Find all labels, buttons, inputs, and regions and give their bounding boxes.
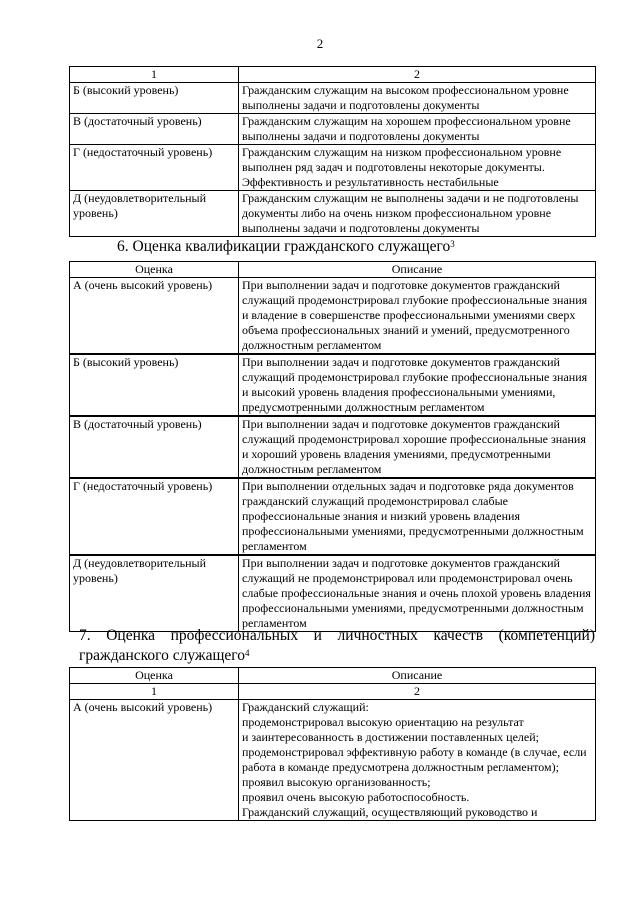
rating-description: При выполнении отдельных задач и подготовке ряда документов гражданский служащий продемонстрировал слабые профессиональные знания и низкий уровень владения профессиональными умениями, предусмотренными должностным регламентом: [239, 478, 596, 555]
table-row: [70, 83, 596, 114]
table-row: [70, 700, 596, 821]
footnote-marker: 4: [245, 648, 250, 658]
rating-level: В (достаточный уровень): [70, 416, 239, 478]
footnote-marker: 3: [450, 239, 455, 249]
column-header-description: Описание: [239, 668, 596, 684]
rating-description: При выполнении задач и подготовке документов гражданский служащий продемонстрировал хорошие профессиональные знания и хороший уровень владения умениями, предусмотренными должностным регламентом: [239, 416, 596, 478]
table-row: [70, 416, 596, 478]
table-header-row: [70, 668, 596, 684]
rating-level: Г (недостаточный уровень): [70, 145, 239, 191]
section-6-title: 6. Оценка квалификации гражданского служащего$^3$: [117, 238, 455, 255]
rating-level: Б (высокий уровень): [70, 83, 239, 114]
table-row: [70, 278, 596, 355]
description-line: проявил высокую организованность;: [242, 775, 431, 789]
page-number: 2: [316, 36, 324, 51]
section-7-title: 7. Оценка профессиональных и личностных качеств (компетенций): [79, 627, 595, 644]
table-row: [70, 555, 596, 632]
rating-description: Гражданским служащим не выполнены задачи и не подготовлены документы либо на очень низком профессиональном уровне выполнены задачи и подготовлены документы: [239, 191, 596, 237]
column-header-rating: Оценка: [70, 668, 239, 684]
rating-level: А (очень высокий уровень): [70, 278, 239, 355]
section-7-title-continued: гражданского служащего$^4$: [79, 647, 250, 664]
rating-description: Гражданским служащим на высоком профессиональном уровне выполнены задачи и подготовлены документы: [239, 83, 596, 114]
column-number: 1: [70, 684, 239, 700]
description-line: продемонстрировал высокую ориентацию на результат: [242, 715, 524, 729]
table-header-row: [70, 262, 596, 278]
rating-description: Гражданским служащим на низком профессиональном уровне выполнен ряд задач и подготовлены некоторые документы. Эффективность и результативность нестабильные: [239, 145, 596, 191]
results-table: [69, 66, 596, 237]
description-line: проявил очень высокую работоспособность.: [242, 790, 470, 804]
description-line: Гражданский служащий, осуществляющий руководство и: [242, 805, 538, 819]
description-line: продемонстрировал эффективную работу в команде (в случае, если работа в команде предусмотрена должностным регламентом);: [242, 745, 587, 774]
table-header-row: [70, 67, 596, 83]
rating-level: А (очень высокий уровень): [70, 700, 239, 821]
rating-description: При выполнении задач и подготовке документов гражданский служащий продемонстрировал глубокие профессиональные знания и владение в совершенстве профессиональными умениями сверх объема профессиональных знаний и умений, предусмотренного должностным регламентом: [239, 278, 596, 355]
table-row: [70, 145, 596, 191]
column-number: 2: [239, 67, 596, 83]
table-subheader-row: [70, 684, 596, 700]
column-header-description: Описание: [239, 262, 596, 278]
table-row: [70, 114, 596, 145]
rating-level: Д (неудовлетворительный уровень): [70, 555, 239, 632]
description-line: Гражданский служащий:: [242, 700, 369, 714]
rating-level: Г (недостаточный уровень): [70, 478, 239, 555]
table-row: [70, 191, 596, 237]
qualification-table: [69, 261, 596, 632]
rating-description: При выполнении задач и подготовке документов гражданский служащий продемонстрировал глубокие профессиональные знания и высокий уровень владения профессиональными умениями, предусмотренными должностным регламентом: [239, 354, 596, 416]
rating-level: Б (высокий уровень): [70, 354, 239, 416]
competencies-table: [69, 667, 596, 821]
rating-description: Гражданским служащим на хорошем профессиональном уровне выполнены задачи и подготовлены документы: [239, 114, 596, 145]
rating-level: Д (неудовлетворительный уровень): [70, 191, 239, 237]
column-number: 2: [239, 684, 596, 700]
table-row: [70, 478, 596, 555]
table-row: [70, 354, 596, 416]
rating-level: В (достаточный уровень): [70, 114, 239, 145]
rating-description: [239, 700, 596, 821]
rating-description: При выполнении задач и подготовке документов гражданский служащий не продемонстрировал или продемонстрировал очень слабые профессиональные знания и очень плохой уровень владения профессиональными умениями, предусмотренными должностным регламентом: [239, 555, 596, 632]
description-line: и заинтересованность в достижении поставленных целей;: [242, 730, 539, 744]
column-header-rating: Оценка: [70, 262, 239, 278]
column-number: 1: [70, 67, 239, 83]
